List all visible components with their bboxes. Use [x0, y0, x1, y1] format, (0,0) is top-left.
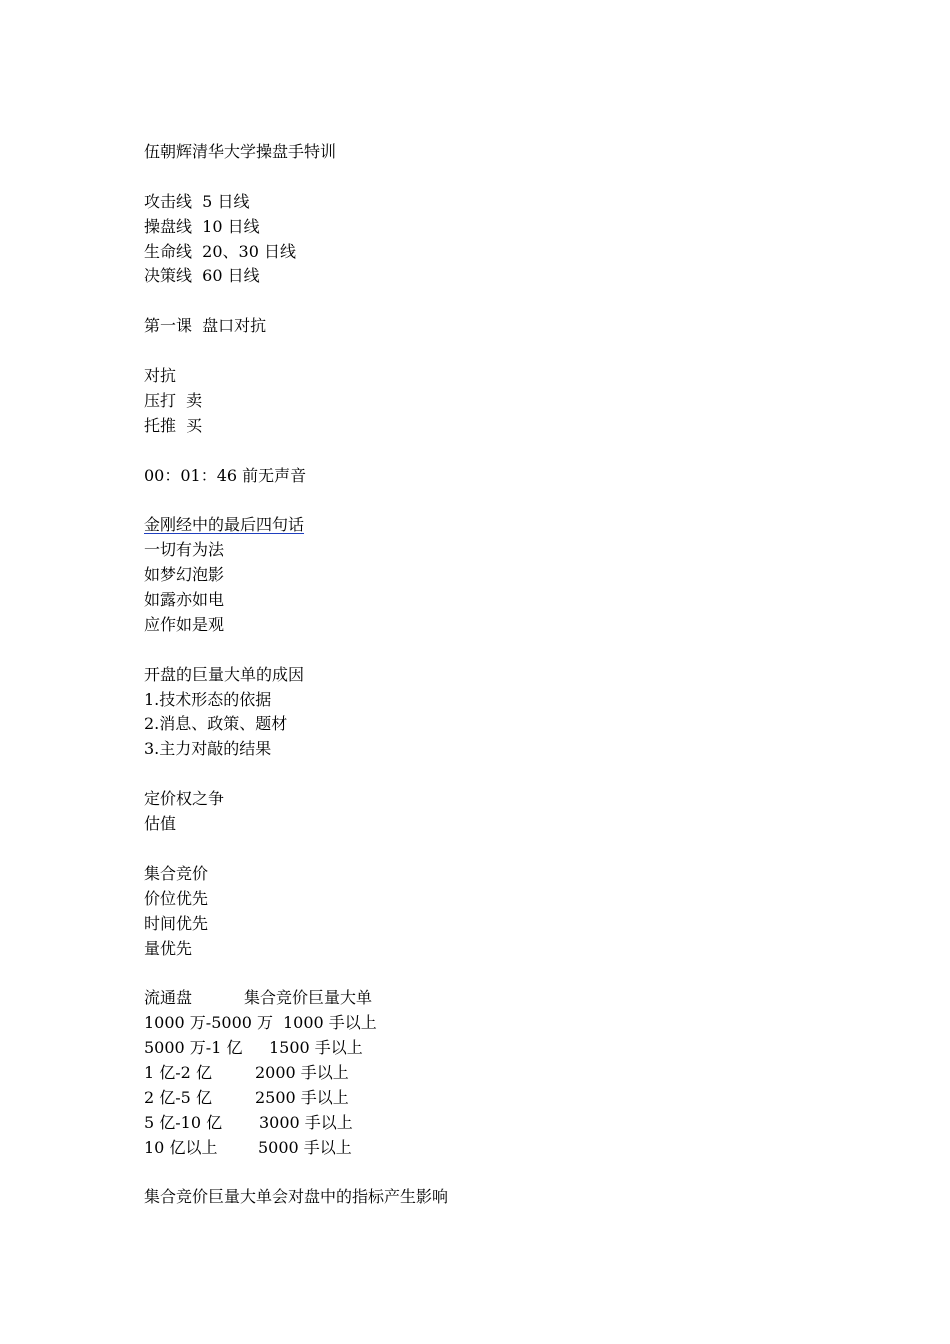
silence-note: 00：01：46 前无声音 — [144, 465, 307, 485]
table-cell: 1500 手以上 — [269, 1038, 363, 1058]
spacer — [144, 289, 844, 314]
ma-line: 操盘线 10 日线 — [144, 216, 260, 236]
table-row — [144, 1111, 844, 1136]
sutra-heading-link[interactable]: 金刚经中的最后四句话 — [144, 515, 305, 535]
table-cell: 1000 手以上 — [283, 1013, 377, 1033]
table-cell: 1 亿-2 亿 — [144, 1062, 212, 1082]
table-cell: 5000 万-1 亿 — [144, 1038, 243, 1058]
lesson-title: 第一课 盘口对抗 — [144, 316, 267, 336]
auction-line: 集合竞价 — [144, 863, 209, 883]
doc-title: 伍朝辉清华大学操盘手特训 — [144, 142, 337, 161]
spacer — [144, 762, 844, 787]
spacer — [144, 638, 844, 663]
pricing-line: 定价权之争 — [144, 789, 225, 809]
table-cell: 5000 手以上 — [258, 1137, 352, 1157]
sutra-line: 应作如是观 — [144, 614, 225, 634]
pricing-line: 估值 — [144, 814, 177, 834]
table-cell: 10 亿以上 — [144, 1137, 218, 1157]
auction-line: 价位优先 — [144, 888, 209, 908]
spacer — [144, 165, 844, 190]
sutra-line: 一切有为法 — [144, 540, 225, 560]
cause-item: 2.消息、政策、题材 — [144, 714, 288, 734]
ma-line: 生命线 20、30 日线 — [144, 241, 296, 261]
cause-item: 3.主力对敲的结果 — [144, 739, 272, 759]
sutra-line: 如梦幻泡影 — [144, 565, 225, 585]
table-row — [144, 1036, 844, 1061]
ma-line: 决策线 60 日线 — [144, 266, 260, 286]
spacer — [144, 488, 844, 513]
table-header-cell: 集合竞价巨量大单 — [244, 988, 373, 1008]
document-body — [144, 140, 844, 1210]
table-cell: 2 亿-5 亿 — [144, 1087, 212, 1107]
spacer — [144, 439, 844, 464]
table-cell: 2500 手以上 — [255, 1087, 349, 1107]
table-cell: 5 亿-10 亿 — [144, 1112, 223, 1132]
causes-heading: 开盘的巨量大单的成因 — [144, 664, 305, 684]
spacer — [144, 1161, 844, 1186]
confront-line: 压打 卖 — [144, 390, 203, 410]
conclusion: 集合竞价巨量大单会对盘中的指标产生影响 — [144, 1187, 449, 1207]
confront-line: 对抗 — [144, 366, 177, 386]
confront-line: 托推 买 — [144, 415, 203, 435]
ma-line: 攻击线 5 日线 — [144, 191, 250, 211]
table-cell: 1000 万-5000 万 — [144, 1013, 274, 1033]
table-row — [144, 1061, 844, 1086]
sutra-line: 如露亦如电 — [144, 590, 225, 610]
spacer — [144, 837, 844, 862]
table-row — [144, 1136, 844, 1161]
spacer — [144, 961, 844, 986]
spacer — [144, 339, 844, 364]
table-header-row — [144, 986, 844, 1011]
table-row — [144, 1011, 844, 1036]
auction-line: 量优先 — [144, 938, 193, 958]
cause-item: 1.技术形态的依据 — [144, 689, 272, 709]
table-cell: 2000 手以上 — [255, 1062, 349, 1082]
auction-line: 时间优先 — [144, 913, 209, 933]
table-header-cell: 流通盘 — [144, 988, 193, 1008]
table-row — [144, 1086, 844, 1111]
table-cell: 3000 手以上 — [259, 1112, 353, 1132]
